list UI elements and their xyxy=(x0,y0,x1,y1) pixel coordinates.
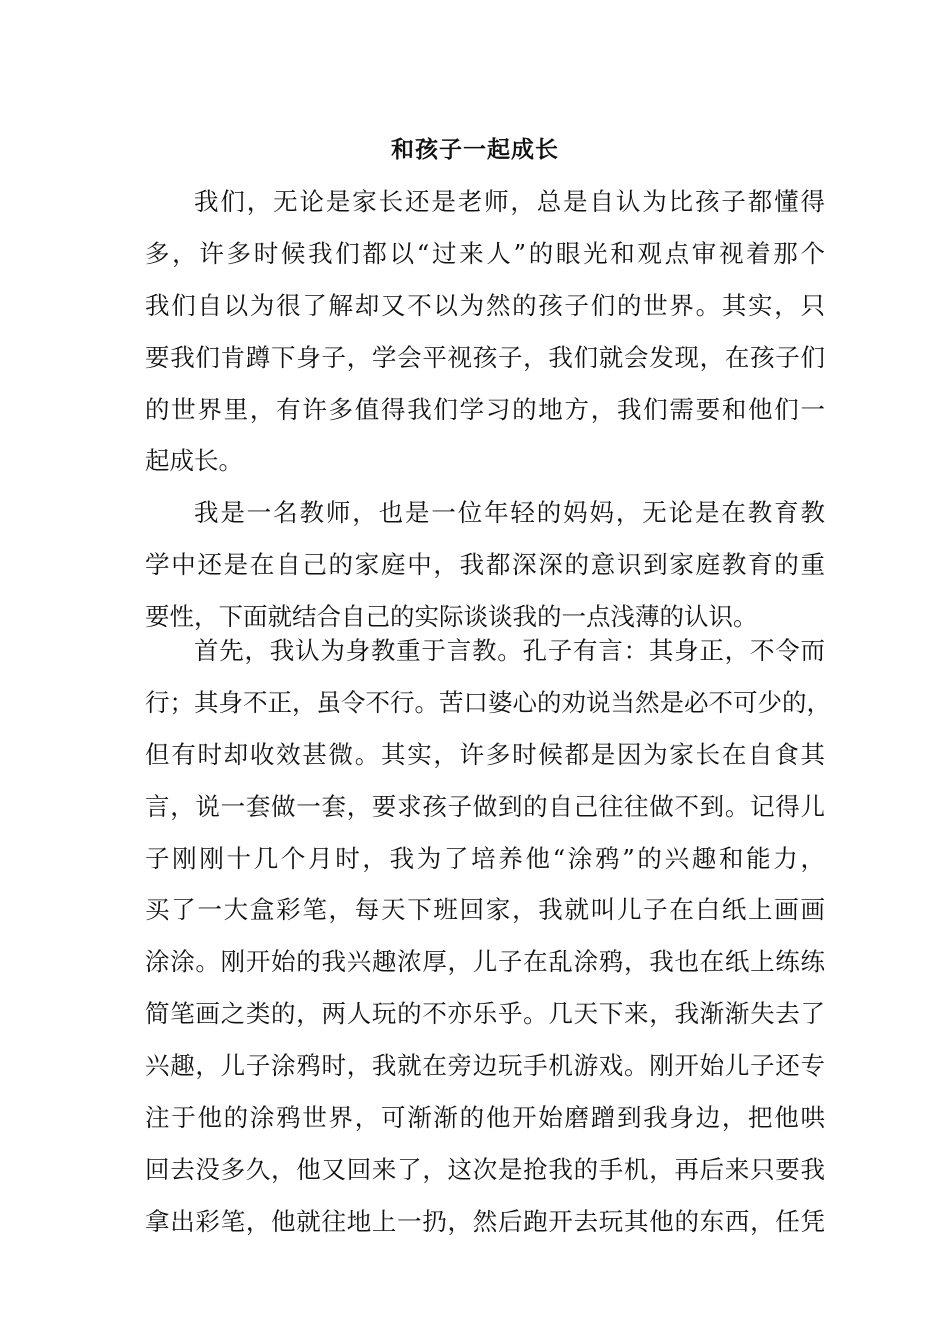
text-line: 的世界里，有许多值得我们学习的地方，我们需要和他们一 xyxy=(145,394,825,424)
text-line: 学中还是在自己的家庭中，我都深深的意识到家庭教育的重 xyxy=(145,549,825,579)
text-line: 言，说一套做一套，要求孩子做到的自己往往做不到。记得儿 xyxy=(145,791,825,821)
text-line: 子刚刚十几个月时，我为了培养他“涂鸦”的兴趣和能力， xyxy=(145,843,825,873)
text-line: 回去没多久，他又回来了，这次是抢我的手机，再后来只要我 xyxy=(145,1154,825,1184)
paragraph-1 xyxy=(145,176,825,487)
paragraph-3 xyxy=(145,625,831,1248)
text-line: 简笔画之类的，两人玩的不亦乐乎。几天下来，我渐渐失去了 xyxy=(145,999,825,1029)
text-line: 但有时却收效甚微。其实，许多时候都是因为家长在自食其 xyxy=(145,739,825,769)
text-line: 兴趣，儿子涂鸦时，我就在旁边玩手机游戏。刚开始儿子还专 xyxy=(145,1051,825,1081)
document-title: 和孩子一起成长 xyxy=(391,136,559,163)
text-line: 我们，无论是家长还是老师，总是自认为比孩子都懂得 xyxy=(194,187,825,216)
paragraph-2 xyxy=(145,487,825,643)
text-line: 拿出彩笔，他就往地上一扔，然后跑开去玩其他的东西，任凭 xyxy=(145,1206,825,1236)
text-line: 我是一名教师，也是一位年轻的妈妈，无论是在教育教 xyxy=(194,498,825,527)
text-line: 要我们肯蹲下身子，学会平视孩子，我们就会发现，在孩子们 xyxy=(145,342,825,372)
text-line: 起成长。 xyxy=(145,446,243,476)
text-line: 我们自以为很了解却又不以为然的孩子们的世界。其实，只 xyxy=(145,290,825,320)
text-line: 要性，下面就结合自己的实际谈谈我的一点浅薄的认识。 xyxy=(145,601,758,631)
text-line: 买了一大盒彩笔，每天下班回家，我就叫儿子在白纸上画画 xyxy=(145,895,825,925)
text-line: 首先，我认为身教重于言教。孔子有言：其身正，不令而 xyxy=(194,636,825,665)
text-line: 注于他的涂鸦世界，可渐渐的他开始磨蹭到我身边，把他哄 xyxy=(145,1103,825,1133)
text-line: 涂涂。刚开始的我兴趣浓厚，儿子在乱涂鸦，我也在纸上练练 xyxy=(145,947,825,977)
text-line: 多，许多时候我们都以“过来人”的眼光和观点审视着那个 xyxy=(145,238,825,268)
text-line: 行；其身不正，虽令不行。苦口婆心的劝说当然是必不可少的， xyxy=(145,687,831,717)
